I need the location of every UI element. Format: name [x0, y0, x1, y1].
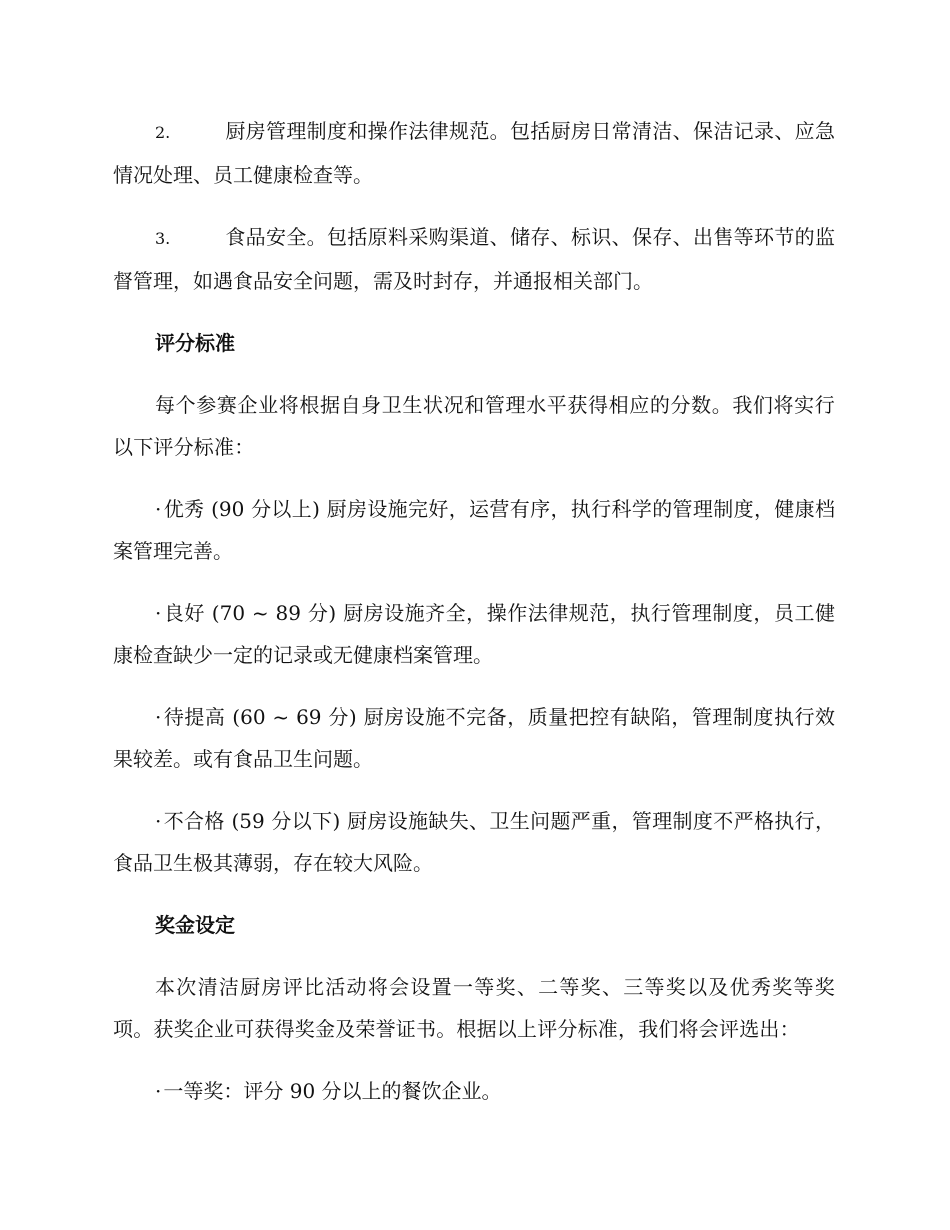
- item-text: 厨房管理制度和操作法律规范。包括厨房日常清洁、保洁记录、应急情况处理、员工健康检查等。: [113, 119, 835, 187]
- bullet-dot: ·: [155, 601, 162, 625]
- bullet-text: 不合格 (59 分以下) 厨房设施缺失、卫生问题严重，管理制度不严格执行，食品卫生极其薄弱，存在较大风险。: [113, 809, 835, 875]
- scoring-bullet-improve: [113, 696, 835, 780]
- scoring-intro: 每个参赛企业将根据自身卫生状况和管理水平获得相应的分数。我们将实行以下评分标准：: [113, 393, 835, 459]
- document-body: [113, 110, 835, 1132]
- bullet-dot: ·: [155, 1079, 162, 1103]
- bullet-text: 待提高 (60 ~ 69 分) 厨房设施不完备，质量把控有缺陷，管理制度执行效果较差。或有食品卫生问题。: [113, 705, 835, 771]
- awards-intro: 本次清洁厨房评比活动将会设置一等奖、二等奖、三等奖以及优秀奖等奖项。获奖企业可获得奖金及荣誉证书。根据以上评分标准，我们将会评选出：: [113, 975, 835, 1041]
- bullet-text: 良好 (70 ~ 89 分) 厨房设施齐全，操作法律规范，执行管理制度，员工健康检查缺少一定的记录或无健康档案管理。: [113, 601, 835, 667]
- item-number: 2.: [155, 123, 171, 142]
- section-heading-awards: 奖金设定: [155, 913, 235, 937]
- numbered-item-3: [113, 216, 835, 302]
- bullet-text: 优秀 (90 分以上) 厨房设施完好，运营有序，执行科学的管理制度，健康档案管理完善。: [113, 497, 835, 563]
- bullet-dot: ·: [155, 705, 162, 729]
- item-number: 3.: [155, 229, 171, 248]
- numbered-item-2: [113, 110, 835, 196]
- item-text: 食品安全。包括原料采购渠道、储存、标识、保存、出售等环节的监督管理，如遇食品安全问题，需及时封存，并通报相关部门。: [113, 225, 835, 293]
- awards-bullet-first-prize: [113, 1070, 835, 1112]
- scoring-bullet-excellent: [113, 488, 835, 572]
- bullet-dot: ·: [155, 497, 162, 521]
- scoring-bullet-fail: [113, 800, 835, 884]
- scoring-bullet-good: [113, 592, 835, 676]
- bullet-text: 一等奖：评分 90 分以上的餐饮企业。: [163, 1079, 502, 1103]
- bullet-dot: ·: [155, 809, 162, 833]
- section-heading-scoring: 评分标准: [155, 331, 235, 355]
